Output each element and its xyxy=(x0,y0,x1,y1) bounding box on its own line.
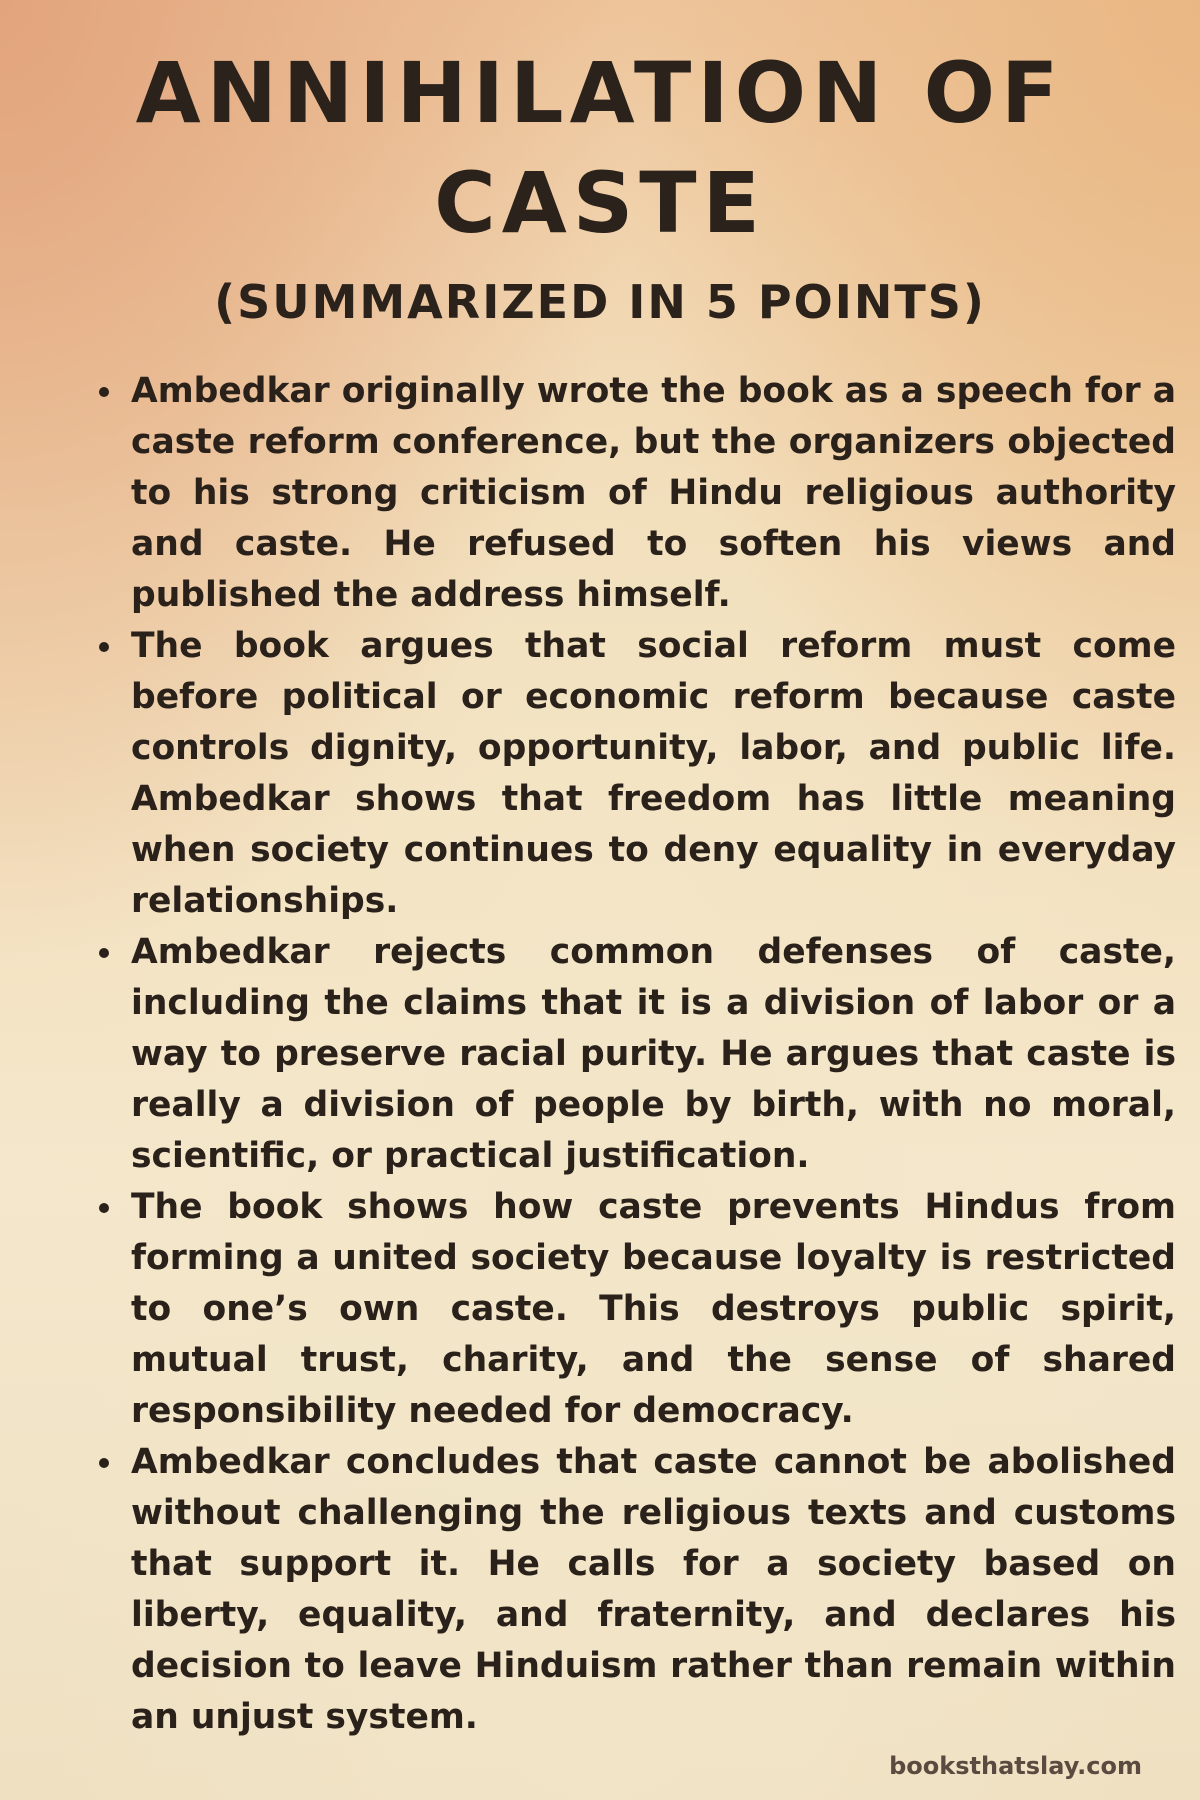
summary-point-text: The book shows how caste prevents Hindus from forming a united society because loyalty is restricted to one’s own caste. This destroys public spirit, mutual trust, charity, and the sense of shared responsibility needed for democracy. xyxy=(131,1187,1176,1431)
summary-point-text: Ambedkar originally wrote the book as a speech for a caste reform conference, but the organizers objected to his strong criticism of Hindu religious authority and caste. He refused to soften his views and published the address himself. xyxy=(131,371,1176,615)
summary-point-2 xyxy=(131,621,1176,927)
summary-point-1 xyxy=(131,366,1176,621)
page-title xyxy=(0,38,1200,258)
bullet-icon xyxy=(99,1203,109,1213)
title-line-1: ANNIHILATION OF xyxy=(135,44,1065,142)
summary-point-text: The book argues that social reform must come before political or economic reform because caste controls dignity, opportunity, labor, and public life. Ambedkar shows that freedom has little meaning when society continues to deny equality in everyday relationships. xyxy=(131,626,1176,921)
page-subtitle: (SUMMARIZED IN 5 POINTS) xyxy=(214,275,986,329)
summary-point-5 xyxy=(131,1437,1176,1743)
summary-point-text: Ambedkar rejects common defenses of caste, including the claims that it is a division of labor or a way to preserve racial purity. He argues that caste is really a division of people by birth, with no moral, scientific, or practical justification. xyxy=(131,932,1176,1176)
summary-point-4 xyxy=(131,1182,1176,1437)
summary-point-text: Ambedkar concludes that caste cannot be abolished without challenging the religious texts and customs that support it. He calls for a society based on liberty, equality, and fraternity, and declares his decision to leave Hinduism rather than remain within an unjust system. xyxy=(131,1442,1176,1737)
summary-points-list xyxy=(95,366,1176,1743)
bullet-icon xyxy=(99,387,109,397)
bullet-icon xyxy=(99,948,109,958)
bullet-icon xyxy=(99,1458,109,1468)
site-watermark: booksthatslay.com xyxy=(889,1752,1142,1780)
bullet-icon xyxy=(99,642,109,652)
title-line-2: CASTE xyxy=(434,154,766,252)
summary-point-3 xyxy=(131,927,1176,1182)
